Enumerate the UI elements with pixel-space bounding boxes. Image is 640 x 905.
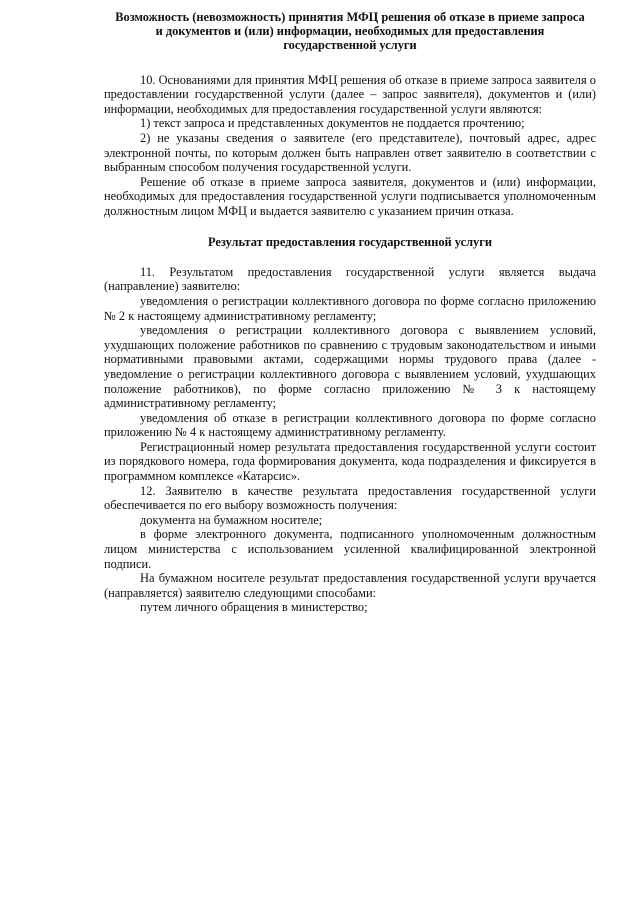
paragraph-11-registration-number: Регистрационный номер результата предоставления государственной услуги состоит из порядкового номера, года формирования документа, кода подразделения и фиксируется в программном комплексе «Катарсис».	[104, 439, 596, 484]
paragraph-11-item-worsening: уведомления о регистрации коллективного договора с выявлением условий, ухудшающих положение работников по сравнению с трудовым законодательством и иными нормативными правовыми актами, содержащими нормы трудового права (далее - уведомление о регистрации коллективного договора с выявлением условий, ухудшающих положение работников), по форме согласно приложению № 3 к настоящему административному регламенту;	[104, 323, 596, 411]
paragraph-12-personal-visit: путем личного обращения в министерство;	[140, 600, 368, 615]
paragraph-11-item-registration: уведомления о регистрации коллективного договора по форме согласно приложению № 2 к настоящему административному регламенту;	[104, 293, 596, 323]
paragraph-11-item-refusal: уведомления об отказе в регистрации коллективного договора по форме согласно приложению № 4 к настоящему административному регламенту.	[104, 410, 596, 440]
section-10-block	[104, 73, 596, 219]
document-title: Возможность (невозможность) принятия МФЦ решения об отказе в приеме запроса и документов и (или) информации, необходимых для предоставления государственной услуги	[115, 10, 585, 53]
paragraph-10-item-1: 1) текст запроса и представленных документов не поддается прочтению;	[140, 116, 525, 131]
paragraph-12-paper: документа на бумажном носителе;	[140, 512, 323, 527]
paragraph-11-intro: 11. Результатом предоставления государственной услуги является выдача (направление) заявителю:	[104, 264, 596, 294]
paragraph-12-paper-methods: На бумажном носителе результат предоставления государственной услуги вручается (направляется) заявителю следующими способами:	[104, 571, 596, 600]
paragraph-10-decision: Решение об отказе в приеме запроса заявителя, документов и (или) информации, необходимых для предоставления государственной услуги подписывается уполномоченным должностным лицом МФЦ и выдается заявителю с указанием причин отказа.	[104, 174, 596, 218]
paragraph-12-intro: 12. Заявителю в качестве результата предоставления государственной услуги обеспечивается по его выбору возможность получения:	[104, 483, 596, 513]
document-body	[104, 10, 596, 615]
paragraph-10-item-2: 2) не указаны сведения о заявителе (его представителе), почтовый адрес, адрес электронной почты, по которым должен быть направлен ответ заявителю в соответствии с выбранным способом получения государственной услуги.	[104, 130, 596, 175]
paragraph-10-intro: 10. Основаниями для принятия МФЦ решения об отказе в приеме запроса заявителя о предоставлении государственной услуги (далее – запрос заявителя), документов и (или) информации, необходимых для предоставления государственной услуги являются:	[104, 72, 596, 116]
paragraph-12-electronic: в форме электронного документа, подписанного уполномоченным должностным лицом министерства с использованием усиленной квалифицированной электронной подписи.	[104, 527, 596, 571]
section-11-12-block	[104, 265, 596, 615]
section-result-heading: Результат предоставления государственной услуги	[208, 234, 492, 249]
